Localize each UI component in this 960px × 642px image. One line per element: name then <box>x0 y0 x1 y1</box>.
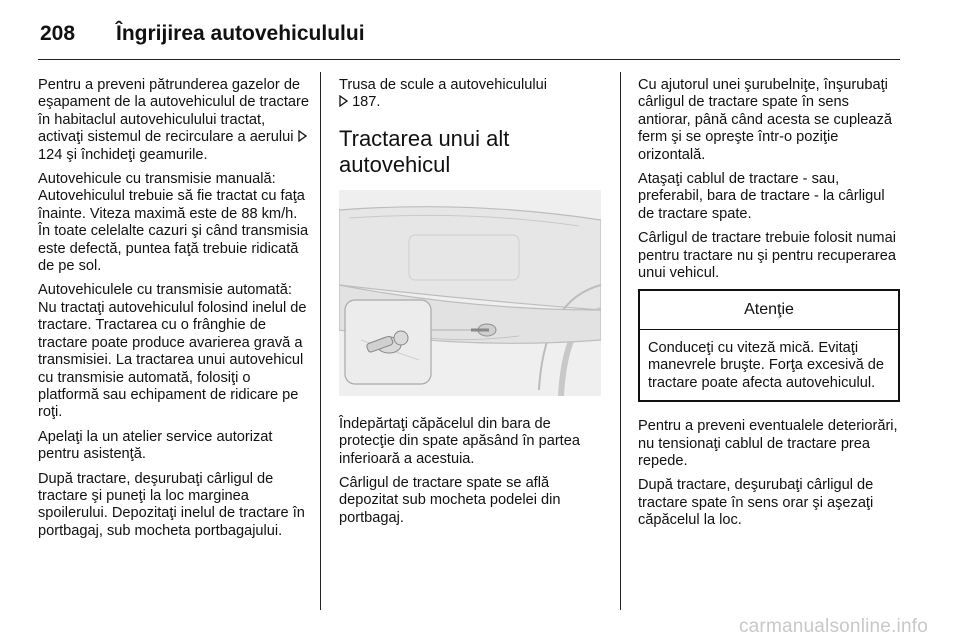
paragraph: Pentru a preveni eventualele deteriorări, nu tensionaţi cablul de tractare prea repede. <box>638 418 898 469</box>
header-divider <box>38 59 900 60</box>
page-reference-arrow-icon <box>339 95 348 107</box>
page-reference[interactable]: 187. <box>352 94 381 111</box>
paragraph <box>339 77 605 112</box>
paragraph: Autovehiculele cu transmisie automată: Nu tractaţi autovehiculul folosind inelul de tractare. Tractarea cu o frânghie de tractare poate produce avarierea gravă a transmisiei. La tractarea unui autovehicul cu transmisie automată, folosiţi o platformă sau echipament de ridicare pe roţi. <box>38 282 307 421</box>
section-title: Tractarea unui alt autovehicul <box>339 125 510 177</box>
paragraph: Autovehicule cu transmisie manuală: Autovehiculul trebuie să fie tractat cu faţa înainte. Viteza maximă este de 88 km/h. În toate celelalte cazuri şi când transmisia este defectă, puntea faţă trebuie ridicată de pe sol. <box>38 171 309 275</box>
paragraph-text: Trusa de scule a autovehiculului <box>339 77 547 93</box>
column-divider-1 <box>320 72 321 610</box>
page-header <box>40 14 365 54</box>
paragraph: După tractare, deşurubaţi cârligul de tractare spate în sens orar şi aşezaţi căpăcelul la loc. <box>638 477 874 529</box>
towing-eye-illustration <box>339 190 601 396</box>
paragraph-text: Pentru a preveni pătrunderea gazelor de eşapament de la autovehiculul de tractare în habitaclul autovehiculului tractat, activaţi sistemul de recirculare a aerului <box>38 77 309 146</box>
paragraph: După tractare, deşurubaţi cârligul de tractare şi puneţi la loc marginea spoilerului. Depozitaţi inelul de tractare în portbagaj, sub mocheta portbagajului. <box>38 470 305 539</box>
paragraph <box>38 77 310 164</box>
paragraph: Cu ajutorul unei şurubelniţe, înşurubaţi cârligul de tractare spate în sens antiorar, până când acesta se cuplează ferm şi se opreşte într-o poziţie orizontală. <box>638 77 892 163</box>
page-reference[interactable]: 124 <box>38 146 63 163</box>
column-divider-2 <box>620 72 621 610</box>
column-3 <box>638 77 902 537</box>
warning-body: Conduceţi cu viteză mică. Evitaţi manevrele bruşte. Forţa excesivă de tractare poate afecta autovehiculul. <box>648 339 885 391</box>
watermark: carmanualsonline.info <box>738 616 928 637</box>
paragraph: Cârligul de tractare trebuie folosit numai pentru tractare nu şi pentru recuperarea unui vehicul. <box>638 230 896 282</box>
paragraph: Îndepărtaţi căpăcelul din bara de protecţie din spate apăsând în partea inferioară a acestuia. <box>339 415 580 467</box>
paragraph: Ataşaţi cablul de tractare - sau, preferabil, bara de tractare - la cârligul de tractare spate. <box>638 171 885 222</box>
column-1 <box>38 77 310 547</box>
chapter-title: Îngrijirea autovehiculului <box>116 22 365 45</box>
paragraph-text: şi închideţi geamurile. <box>66 146 208 163</box>
paragraph: Cârligul de tractare spate se află depozitat sub mocheta podelei din portbagaj. <box>339 475 561 526</box>
column-2 <box>339 77 605 534</box>
page-number: 208 <box>40 22 76 45</box>
warning-box <box>638 289 900 402</box>
page-reference-arrow-icon <box>298 130 307 142</box>
warning-title: Atenţie <box>640 291 898 329</box>
paragraph: Apelaţi la un atelier service autorizat pentru asistenţă. <box>38 428 273 463</box>
